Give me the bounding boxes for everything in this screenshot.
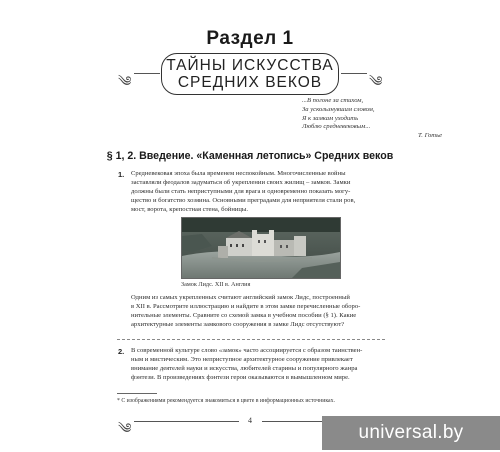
- section-title: Раздел 1: [206, 28, 294, 49]
- epigraph-author: Т. Готье: [418, 132, 442, 140]
- task-number: 1.: [118, 170, 125, 179]
- epigraph-line: ...В погоне за стихом,: [302, 97, 364, 104]
- task-text: [131, 170, 384, 215]
- text-line: нительные элементы. Сравните со схемой замка в учебном пособии (§ 1). Какие: [131, 311, 357, 319]
- footnote-rule: [117, 393, 157, 394]
- castle-photo: [181, 217, 341, 279]
- text-line: фэнтези. В произведениях фэнтези герои оказываются в вымышленном мире.: [131, 373, 350, 381]
- task-number: 2.: [118, 347, 125, 356]
- rule-right: [262, 421, 322, 422]
- text-line: щество и богатство хозяина. Основными преградами для неприятеля стали ров,: [131, 196, 356, 204]
- lesson-subtitle: § 1, 2. Введение. «Каменная летопись» Средних веков: [106, 150, 394, 162]
- epigraph-line: За ускользнувшим словом,: [302, 105, 375, 113]
- text-line: должны были стать неприступными для врага и одновременно показать могу-: [131, 187, 351, 195]
- watermark: universal.by: [322, 416, 500, 450]
- page-number: 4: [248, 416, 252, 425]
- chapter-title-line2: СРЕДНИХ ВЕКОВ: [177, 74, 323, 91]
- ornament-left-icon: ༄: [118, 422, 132, 437]
- text-line: ным и мистическим. Это неприступное архитектурное сооружение привлекает: [131, 355, 353, 363]
- footnote: * С изображениями рекомендуется знакомиться в цвете в информационных источниках.: [117, 398, 335, 404]
- task-text: [131, 347, 384, 383]
- ornament-left-icon: ༄: [118, 75, 132, 90]
- chapter-title-line1: ТАЙНЫ ИСКУССТВА: [166, 57, 334, 74]
- text-line: В современной культуре слово «замок» часто ассоциируется с образом таинствен-: [131, 347, 363, 354]
- text-line: мост, ворота, крепостная стена, бойницы.: [131, 205, 248, 213]
- rule-left: [134, 73, 160, 74]
- chapter-title-box: [161, 53, 339, 95]
- task-separator: [117, 339, 385, 340]
- text-line: архитектурные элементы замкового сооружения в замке Лидс отсутствуют?: [131, 320, 345, 328]
- epigraph-line: Люблю средневековым...: [302, 123, 371, 131]
- text-line: Одним из самых укрепленных считают английский замок Лидс, построенный: [131, 294, 350, 301]
- text-line: в XII в. Рассмотрите иллюстрацию и найдите в этом замке перечисленные оборо-: [131, 302, 361, 310]
- photo-caption: Замок Лидс. XII в. Англия: [181, 281, 251, 288]
- ornament-right-icon: ༄: [369, 75, 383, 90]
- text-line: внимание деятелей науки и искусства, любителей старины и популярного жанра: [131, 364, 358, 372]
- text-line: Средневековая эпоха была временем неспокойным. Многочисленные войны: [131, 170, 346, 177]
- epigraph: [302, 97, 442, 141]
- text-line: заставляли феодалов задуматься об укреплении своих жилищ – замков. Замки: [131, 178, 351, 186]
- rule-right: [341, 73, 367, 74]
- task-text-continued: [131, 294, 384, 330]
- epigraph-line: Я к замкам уходить: [302, 114, 359, 122]
